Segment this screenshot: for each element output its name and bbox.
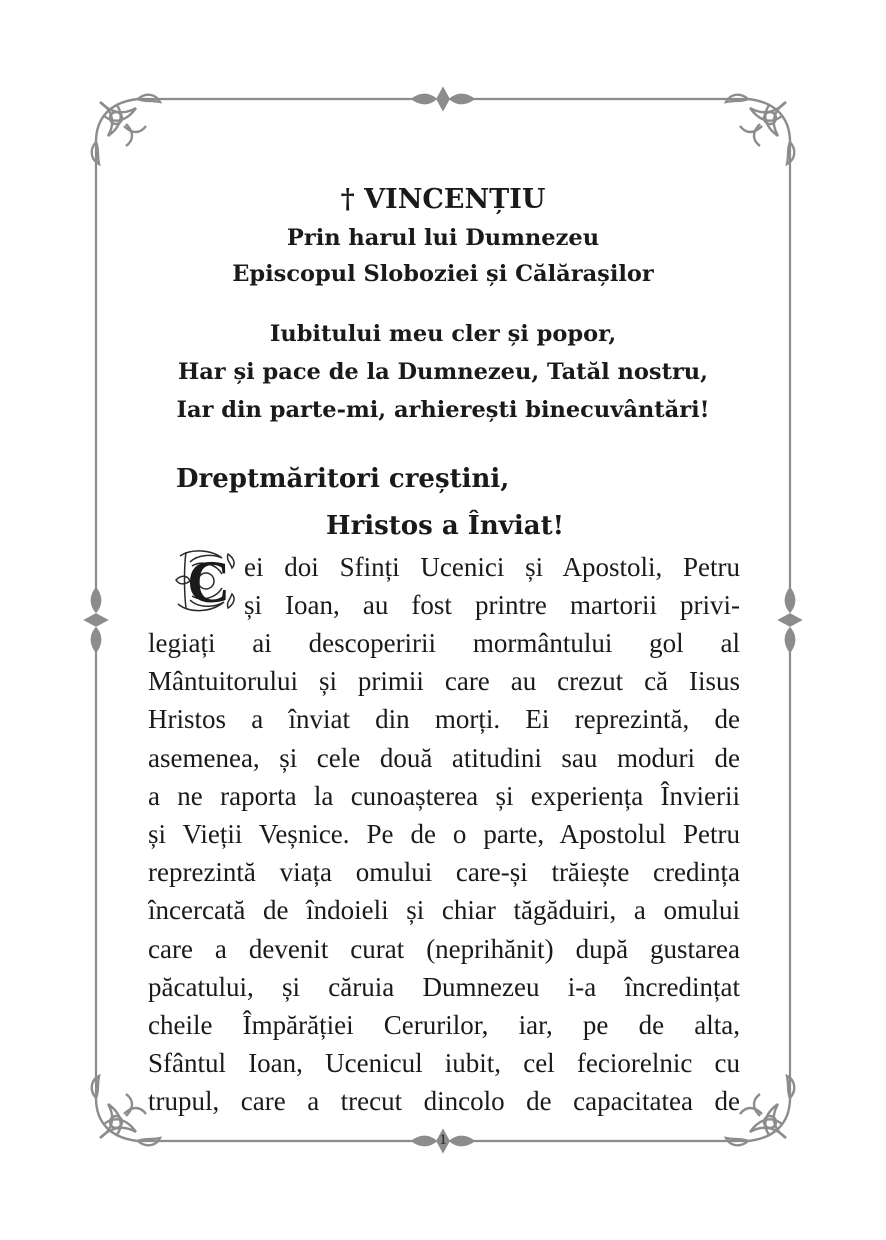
- body-line: și Ioan, au fost printre martorii privi-: [244, 590, 740, 620]
- salutation: Dreptmăritori creștini,: [176, 464, 510, 494]
- body-line: care a devenit curat (neprihănit) după gustarea: [148, 934, 740, 964]
- body-line: încercată de îndoieli și chiar tăgăduiri, a omului: [148, 895, 740, 925]
- paschal-greeting: Hristos a Înviat!: [326, 511, 565, 541]
- header-see: Episcopul Sloboziei și Călărașilor: [232, 261, 654, 287]
- body-line: a ne raporta la cunoașterea și experiența Învierii: [148, 781, 740, 811]
- greeting-line-2: Har și pace de la Dumnezeu, Tatăl nostru,: [177, 359, 709, 385]
- body-line: și Vieții Veșnice. Pe de o parte, Apostolul Petru: [148, 819, 740, 849]
- drop-cap-letter: C: [187, 549, 231, 615]
- body-line: legiați ai descoperirii mormântului gol al: [148, 628, 740, 658]
- ornament-left-center: [85, 588, 107, 652]
- ornament-right-center: [779, 588, 801, 652]
- body-line: ei doi Sfinți Ucenici și Apostoli, Petru: [244, 552, 740, 582]
- ornament-top-center: [412, 88, 474, 110]
- header-subtitle: Prin harul lui Dumnezeu: [286, 225, 600, 251]
- body-line: Sfântul Ioan, Ucenicul iubit, cel feciorelnic cu: [148, 1048, 740, 1078]
- greeting-line-3: Iar din parte-mi, arhierești binecuvântări!: [176, 397, 710, 423]
- author-title: † VINCENȚIU: [340, 184, 546, 215]
- body-line: trupul, care a trecut dincolo de capacitatea de: [148, 1086, 740, 1116]
- body-line: asemenea, și cele două atitudini sau moduri de: [148, 743, 740, 773]
- page-number: 1: [439, 1132, 447, 1148]
- body-line: reprezintă viața omului care-și trăiește credința: [148, 857, 740, 887]
- body-line: Hristos a înviat din morți. Ei reprezintă, de: [148, 704, 740, 734]
- corner-ornament-top-left: [92, 95, 160, 164]
- body-line: păcatului, și căruia Dumnezeu i-a încredințat: [148, 972, 740, 1002]
- body-line: Mântuitorului și primii care au crezut că Iisus: [148, 666, 740, 696]
- body-line: cheile Împărăției Cerurilor, iar, pe de alta,: [148, 1010, 740, 1040]
- drop-cap: [172, 546, 242, 616]
- greeting-line-1: Iubitului meu cler și popor,: [269, 321, 617, 347]
